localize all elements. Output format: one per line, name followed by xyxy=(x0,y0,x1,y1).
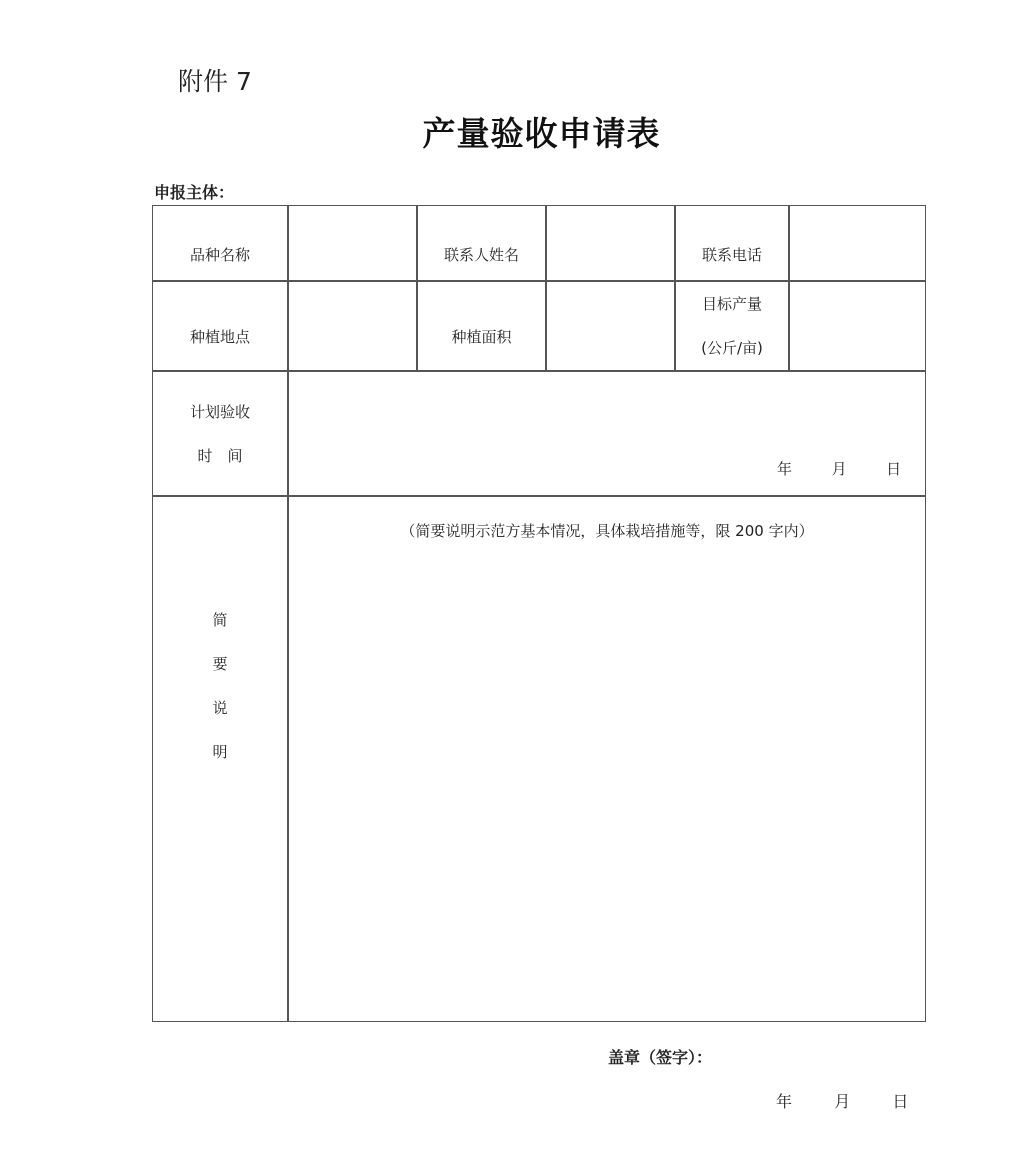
footer-date-day: 日 xyxy=(892,1092,909,1111)
footer-date-year: 年 xyxy=(776,1092,793,1111)
planned-date-month: 月 xyxy=(831,460,847,478)
planned-time-label-line1: 计划验收 xyxy=(189,402,250,421)
page-title: 产量验收申请表 xyxy=(422,114,661,153)
variety-name-label: 品种名称 xyxy=(189,245,250,264)
planned-date-day: 日 xyxy=(886,460,902,478)
footer-date xyxy=(776,1089,908,1112)
summary-field[interactable] xyxy=(289,497,925,1021)
planting-area-label: 种植面积 xyxy=(451,327,512,346)
summary-label-char: 要 xyxy=(212,655,228,673)
contact-name-field[interactable] xyxy=(547,206,674,280)
planned-time-label xyxy=(153,372,287,495)
variety-name-field[interactable] xyxy=(289,206,416,280)
seal-signature-label: 盖章（签字）： xyxy=(608,1048,713,1067)
target-yield-label-line1: 目标产量 xyxy=(701,295,762,313)
planting-location-label: 种植地点 xyxy=(189,327,250,346)
summary-label-char: 说 xyxy=(212,699,228,717)
contact-phone-field[interactable] xyxy=(790,206,925,280)
contact-name-label: 联系人姓名 xyxy=(443,245,519,264)
planned-date xyxy=(777,458,901,479)
planting-location-field[interactable] xyxy=(289,282,416,370)
planned-date-year: 年 xyxy=(777,460,793,478)
summary-hint: （简要说明示范方基本情况，具体栽培措施等，限 200 字内） xyxy=(400,522,814,540)
summary-label xyxy=(153,611,287,761)
target-yield-unit: (公斤/亩) xyxy=(701,339,763,357)
application-form-table xyxy=(152,205,926,1022)
target-yield-label xyxy=(676,282,788,370)
planting-area-field[interactable] xyxy=(547,282,674,370)
applicant-label: 申报主体： xyxy=(154,183,235,202)
attachment-label: 附件 7 xyxy=(178,67,252,96)
summary-label-char: 简 xyxy=(212,611,228,629)
target-yield-field[interactable] xyxy=(790,282,925,370)
summary-label-char: 明 xyxy=(212,743,228,761)
footer-date-month: 月 xyxy=(834,1092,851,1111)
planned-time-label-line2: 时 间 xyxy=(197,446,243,465)
contact-phone-label: 联系电话 xyxy=(701,245,762,264)
planned-time-field[interactable] xyxy=(289,372,925,495)
